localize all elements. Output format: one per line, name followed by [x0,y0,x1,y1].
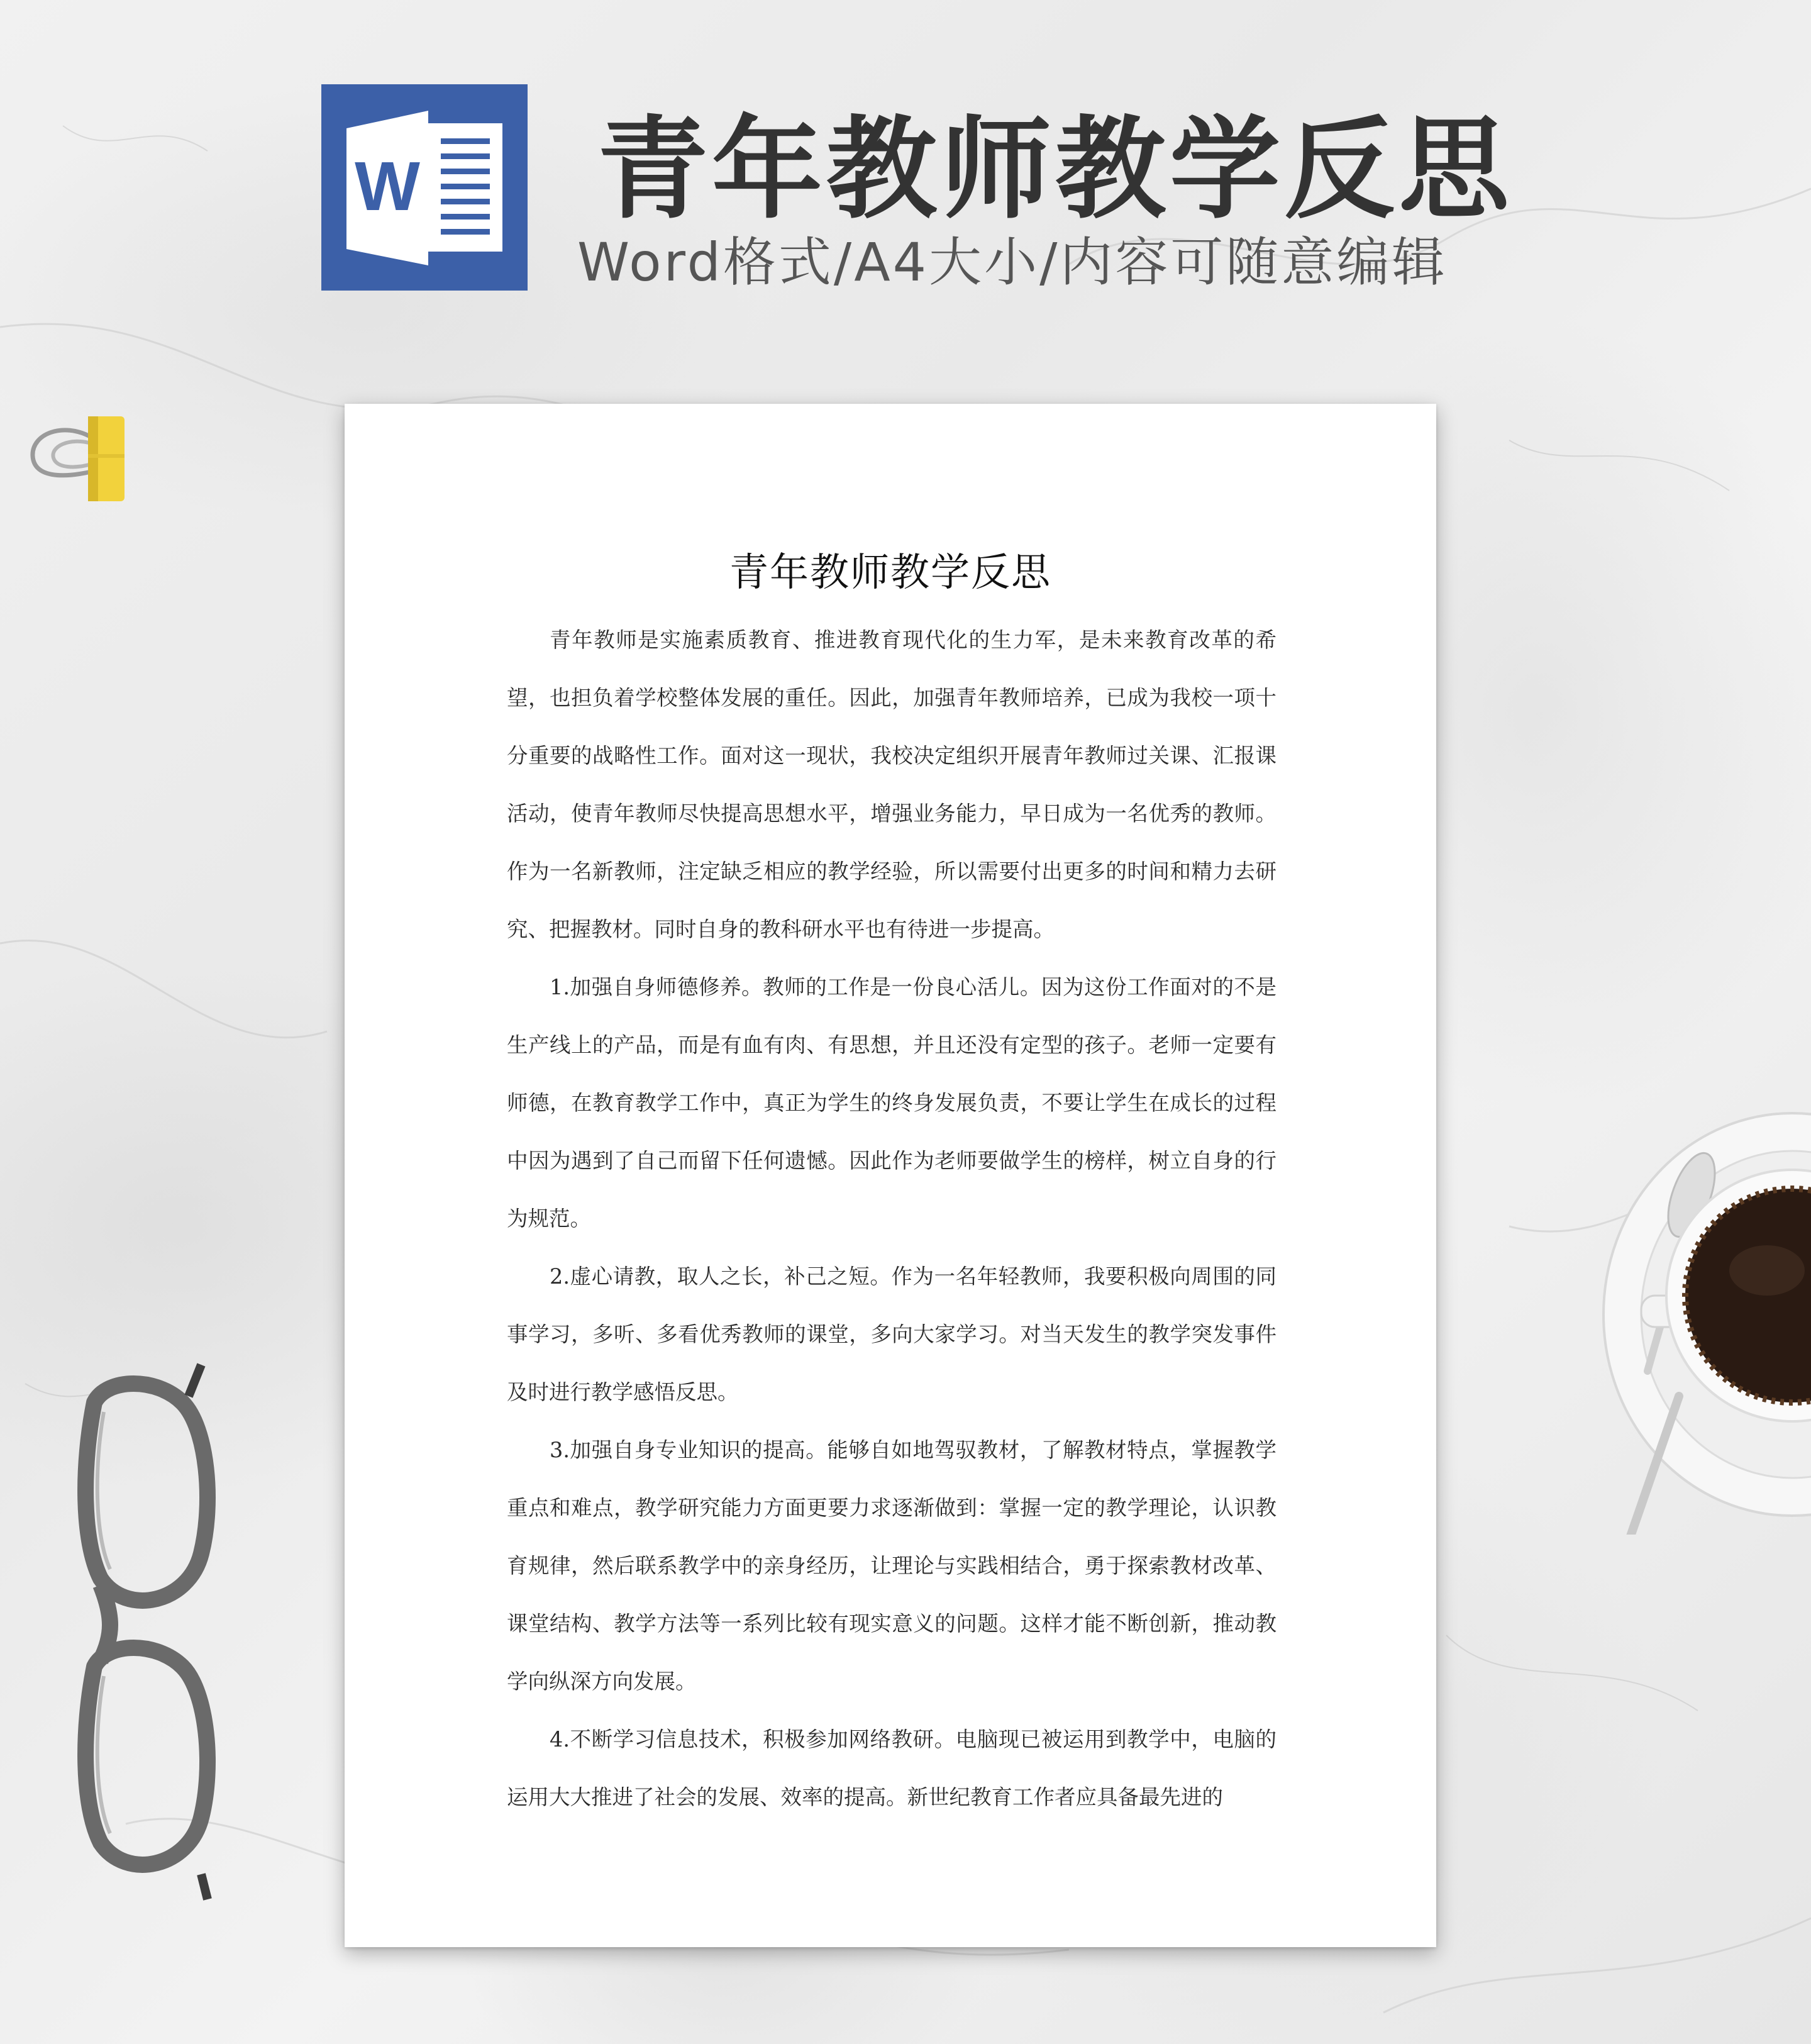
eyeglasses [57,1352,233,1906]
document-body [507,611,1277,1826]
binder-clip [25,409,138,509]
coffee-cup [1585,1107,1811,1535]
paragraph-2: 2.虚心请教，取人之长，补己之短。作为一名年轻教师，我要积极向周围的同事学习，多听、多看优秀教师的课堂，多向大家学习。对当天发生的教学突发事件及时进行教学感悟反思。 [507,1264,1277,1404]
paragraph-1: 1.加强自身师德修养。教师的工作是一份良心活儿。因为这份工作面对的不是生产线上的产品，而是有血有肉、有思想，并且还没有定型的孩子。老师一定要有师德，在教育教学工作中，真正为学生的终身发展负责，不要让学生在成长的过程中因为遇到了自己而留下任何遗憾。因此作为老师要做学生的榜样，树立自身的行为规范。 [507,975,1277,1231]
header-title: 青年教师教学反思 [597,105,1514,234]
document-title: 青年教师教学反思 [729,549,1051,595]
document-page [345,404,1436,1947]
word-logo-letter: W [355,148,420,225]
word-logo-icon [321,84,528,291]
paragraph-4: 4.不断学习信息技术，积极参加网络教研。电脑现已被运用到教学中，电脑的运用大大推进了社会的发展、效率的提高。新世纪教育工作者应具备最先进的 [507,1727,1277,1809]
header-subtitle: Word格式/A4大小/内容可随意编辑 [577,231,1448,293]
paragraph-intro: 青年教师是实施素质教育、推进教育现代化的生力军，是未来教育改革的希望，也担负着学校整体发展的重任。因此，加强青年教师培养，已成为我校一项十分重要的战略性工作。面对这一现状，我校决定组织开展青年教师过关课、汇报课活动，使青年教师尽快提高思想水平，增强业务能力，早日成为一名优秀的教师。作为一名新教师，注定缺乏相应的教学经验，所以需要付出更多的时间和精力去研究、把握教材。同时自身的教科研水平也有待进一步提高。 [507,628,1277,941]
paragraph-3: 3.加强自身专业知识的提高。能够自如地驾驭教材，了解教材特点，掌握教学重点和难点，教学研究能力方面更要力求逐渐做到：掌握一定的教学理论，认识教育规律，然后联系教学中的亲身经历，让理论与实践相结合，勇于探索教材改革、课堂结构、教学方法等一系列比较有现实意义的问题。这样才能不断创新，推动教学向纵深方向发展。 [507,1438,1277,1694]
